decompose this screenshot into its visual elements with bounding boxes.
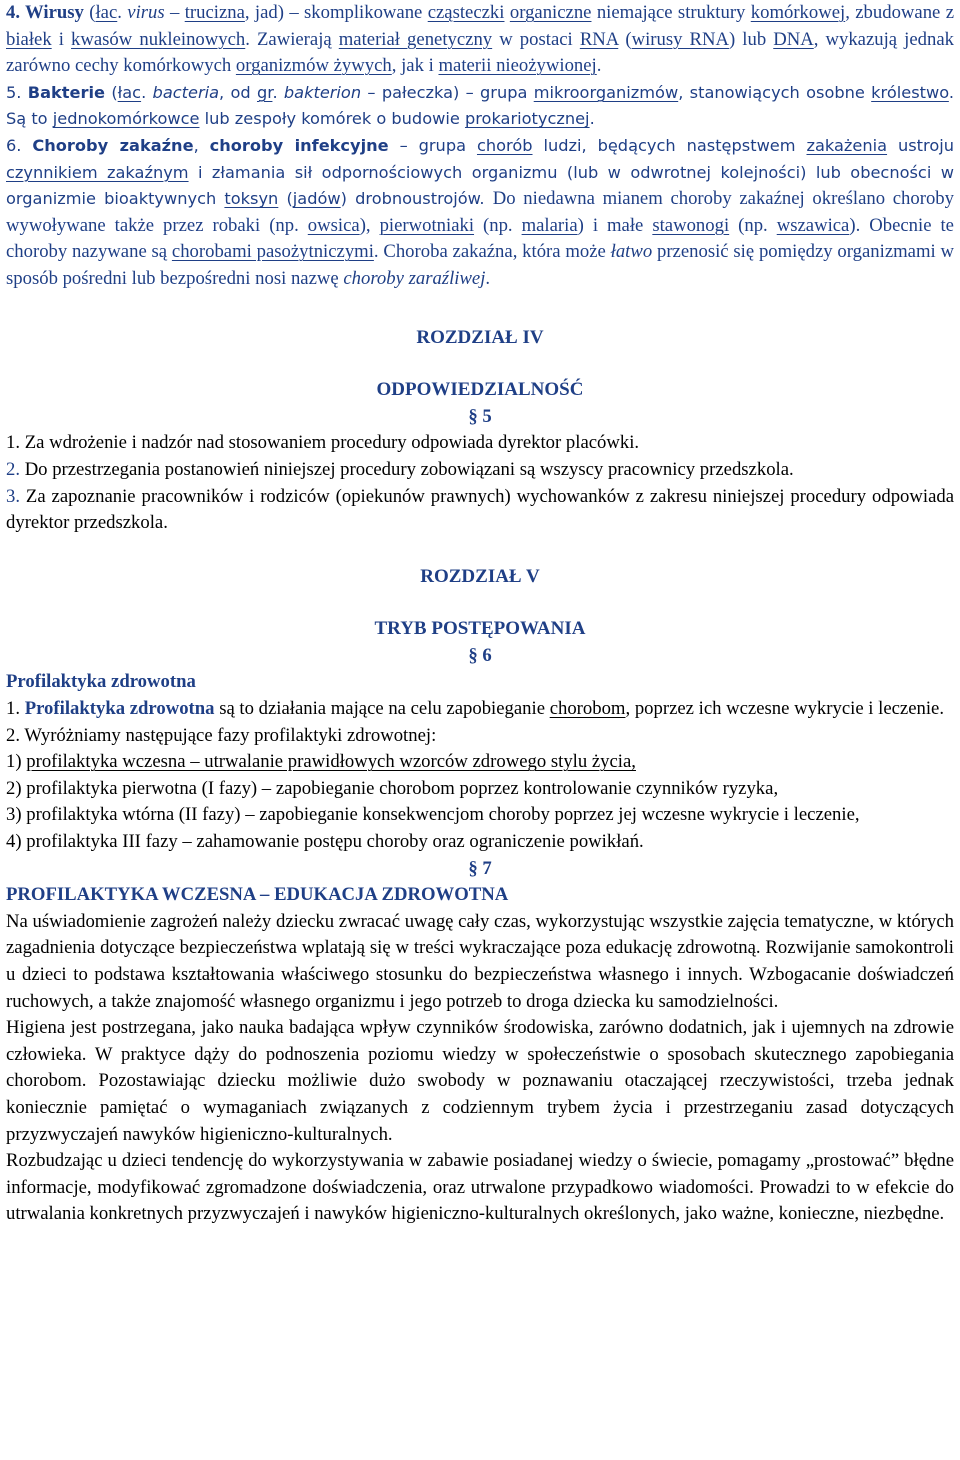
ch5-paragraph-b: Higiena jest postrzegana, jako nauka badająca wpływ czynników środowiska, zarówno dodatnich, jak i ujemnych na zdrowie człowieka. W praktyce dąży do podnoszenia poziomu wiedzy w społeczeństwie o sposobach skutecznego zapobiegania chorobom. Pozostawiając dziecku możliwie dużo swobody w poznawaniu otaczającej rzeczywistości, trzeba jednak koniecznie pamiętać o wymaganiach związanych z codziennym trybem życia i przestrzeganiu zasad dotyczących przyzwyczajeń nawyków higieniczno-kulturalnych. <box>6 1017 954 1145</box>
ch5-paragraph-a: Na uświadomienie zagrożeń należy dziecku zwracać uwagę cały czas, wykorzystując wszystkie zajęcia tematyczne, w których zagadnienia dotyczące bezpieczeństwa wplatają się w treści wykraczające poza edukację zdrowotną. Rozwijanie samokontroli u dzieci to podstawa kształtowania właściwego stosunku do bezpieczeństwa własnego i innych. Wzbogacanie doświadczeń ruchowych, a także znajomość własnego organizmu i jego potrzeb to droga dziecka ku samodzielności. <box>6 910 954 1012</box>
link-chorobami-pasozytniczymi[interactable]: chorobami pasożytniczymi <box>171 241 374 263</box>
ch4-item-3: 3. Za zapoznanie pracowników i rodziców (opiekunów prawnych) wychowanków z zakresu niniejszej procedury odpowiada dyrektor przedszkola. <box>6 485 954 534</box>
link-czynnikiem-zakaznym[interactable]: czynnikiem zakaźnym <box>6 162 189 182</box>
link-zakazenia[interactable]: zakażenia <box>806 135 888 155</box>
phase-4: 4) profilaktyka III fazy – zahamowanie postępu choroby oraz ograniczenie powikłań. <box>6 831 644 853</box>
section-6-heading: Profilaktyka zdrowotna <box>6 671 196 693</box>
ch5-para-2: 2. Wyróżniamy następujące fazy profilaktyki zdrowotnej: <box>6 724 437 746</box>
link-chorobom[interactable]: chorobom <box>549 698 626 720</box>
link-trucizna[interactable]: trucizna <box>184 2 245 23</box>
phase-2: 2) profilaktyka pierwotna (I fazy) – zapobieganie chorobom poprzez kontrolowanie czynników ryzyka, <box>6 777 779 799</box>
section-7-heading: PROFILAKTYKA WCZESNA – EDUKACJA ZDROWOTNA <box>6 884 509 906</box>
link-pierwotniaki[interactable]: pierwotniaki <box>379 214 475 236</box>
link-czasteczki[interactable]: cząsteczki <box>427 2 505 23</box>
ch4-item-2: 2. Do przestrzegania postanowień niniejszej procedury zobowiązani są wszyscy pracownicy przedszkola. <box>6 458 794 480</box>
link-malaria[interactable]: malaria <box>521 214 578 236</box>
section-7-mark: § 7 <box>468 857 492 879</box>
definition-infectious-diseases: 6. Choroby zakaźne, choroby infekcyjne – grupa chorób ludzi, będących następstwem zakażenia ustroju czynnikiem zakaźnym i złamania sił odpornościowych organizmu (lub w odwrotnej kolejności) lub obecności w organizmie bioaktywnych toksyn (jadów) drobnoustrojów. Do niedawna mianem choroby zakaźnej określano choroby wywoływane także przez robaki (np. owsica), pierwotniaki (np. malaria) i małe stawonogi (np. wszawica). Obecnie te choroby nazywane są chorobami pasożytniczymi. Choroba zakaźna, która może łatwo przenosić się pomiędzy organizmami w sposób pośredni lub bezpośredni nosi nazwę choroby zaraźliwej. <box>6 135 954 289</box>
link-dna[interactable]: DNA <box>773 28 814 50</box>
phase-1: 1) profilaktyka wczesna – utrwalanie prawidłowych wzorców zdrowego stylu życia, <box>6 751 636 773</box>
link-wszawica[interactable]: wszawica <box>776 214 850 236</box>
phase-3: 3) profilaktyka wtórna (II fazy) – zapobieganie konsekwencjom choroby poprzez jej wczesne wykrycie i leczenie, <box>6 804 860 826</box>
ch5-paragraph-c: Rozbudzając u dzieci tendencję do wykorzystywania w zabawie posiadanej wiedzy o świecie, pomagamy „prostować” błędne informacje, modyfikować zgromadzone doświadczenia, oraz utrwalone przypadkowo wiadomości. Prowadzi to w efekcie do utrwalania konkretnych przyzwyczajeń i nawyków higieniczno-kulturalnych określonych, jako ważne, konieczne, niezbędne. <box>6 1150 954 1225</box>
ch4-item-1: 1. Za wdrożenie i nadzór nad stosowaniem procedury odpowiada dyrektor placówki. <box>6 432 640 454</box>
chapter-5-subtitle: TRYB POSTĘPOWANIA <box>374 618 586 640</box>
chapter-4-title: ROZDZIAŁ IV <box>416 326 544 348</box>
link-jadow[interactable]: jadów <box>292 189 341 209</box>
link-profilaktyka-wczesna[interactable]: profilaktyka wczesna – utrwalanie prawidłowych wzorców zdrowego stylu życia, <box>26 751 636 773</box>
chapter-5-title: ROZDZIAŁ V <box>420 565 540 587</box>
link-gr[interactable]: gr <box>256 82 273 102</box>
ch5-para-1: 1. Profilaktyka zdrowotna są to działania mające na celu zapobieganie chorobom, poprzez ich wczesne wykrycie i leczenie. <box>6 698 945 720</box>
chapter-4-subtitle: ODPOWIEDZIALNOŚĆ <box>376 379 584 401</box>
link-krolestwo[interactable]: królestwo <box>871 82 949 102</box>
link-organiczne[interactable]: organiczne <box>509 2 592 23</box>
definition-bacteria: 5. Bakterie (łac. bacteria, od gr. bakterion – pałeczka) – grupa mikroorganizmów, stanowiących osobne królestwo. Są to jednokomórkowce lub zespoły komórek o budowie prokariotycznej. <box>6 82 955 129</box>
link-chorob[interactable]: chorób <box>476 135 533 155</box>
link-stawonogi[interactable]: stawonogi <box>652 214 730 236</box>
link-owsica[interactable]: owsica <box>307 214 360 236</box>
link-mikroorganizmow[interactable]: mikroorganizmów <box>533 82 679 102</box>
link-organizmow-zywych[interactable]: organizmów żywych <box>235 55 392 77</box>
section-6-mark: § 6 <box>468 644 492 666</box>
link-toksyn[interactable]: toksyn <box>224 189 279 209</box>
link-lac[interactable]: łac <box>95 2 118 23</box>
definition-viruses: 4. Wirusy (łac. virus – trucizna, jad) – skomplikowane cząsteczki organiczne niemające struktury komórkowej, zbudowane z białek i kwasów nukleinowych. Zawierają materiał genetyczny w postaci RNA (wirusy RNA) lub DNA, wykazują jednak zarówno cechy komórkowych organizmów żywych, jak i materii nieożywionej. <box>6 2 954 77</box>
link-prokariotycznej[interactable]: prokariotycznej <box>464 109 590 129</box>
link-kwasow-nukleinowych[interactable]: kwasów nukleinowych <box>71 28 246 50</box>
link-jednokomorkowce[interactable]: jednokomórkowce <box>52 109 200 129</box>
link-komorkowej[interactable]: komórkowej <box>750 2 846 23</box>
link-material-genetyczny[interactable]: materiał genetyczny <box>338 28 493 50</box>
section-5-mark: § 5 <box>468 405 492 427</box>
link-materii-niezywionej[interactable]: materii nieożywionej <box>438 55 597 77</box>
link-rna[interactable]: RNA <box>579 28 619 50</box>
link-wirusy-rna[interactable]: wirusy RNA <box>631 28 729 50</box>
link-lac-2[interactable]: łac <box>117 82 142 102</box>
link-bialek[interactable]: białek <box>6 28 52 50</box>
